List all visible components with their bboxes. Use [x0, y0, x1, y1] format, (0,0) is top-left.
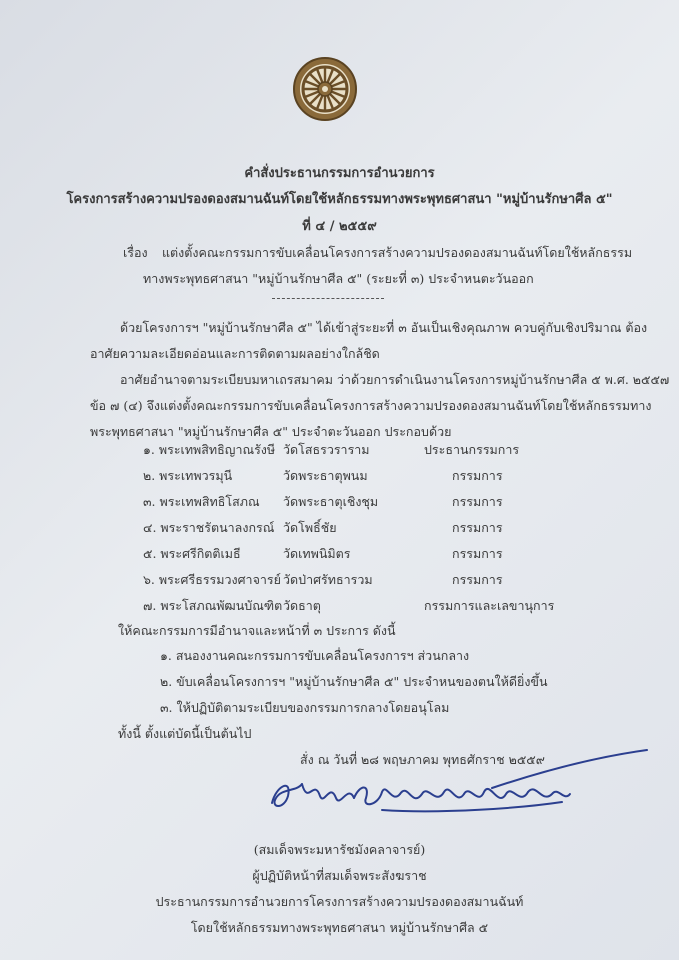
member-temple: วัดโสธรวราราม	[283, 442, 370, 457]
signatory-title-2: ประธานกรรมการอำนวยการโครงการสร้างความปรองดองสมานฉันท์	[155, 894, 524, 909]
member-temple: วัดพระธาตุเชิงชุม	[283, 494, 379, 509]
subject-line-1: แต่งตั้งคณะกรรมการขับเคลื่อนโครงการสร้างความปรองดองสมานฉันท์โดยใช้หลักธรรม	[162, 245, 633, 260]
handwritten-signature	[262, 748, 652, 820]
paragraph-2-line-2: ข้อ ๗ (๔) จึงแต่งตั้งคณะกรรมการขับเคลื่อนโครงการสร้างความปรองดองสมานฉันท์โดยใช้หลักธรรมทาง	[90, 398, 652, 413]
member-name: ๖. พระศรีธรรมวงศาจารย์	[143, 572, 281, 587]
duty-item: ๒. ขับเคลื่อนโครงการฯ "หมู่บ้านรักษาศีล ๕" ประจำหนของตนให้ดียิ่งขึ้น	[160, 674, 548, 689]
document-heading: คำสั่งประธานกรรมการอำนวยการ	[244, 166, 435, 181]
paragraph-2-line-1: อาศัยอำนาจตามระเบียบมหาเถรสมาคม ว่าด้วยการดำเนินงานโครงการหมู่บ้านรักษาศีล ๕ พ.ศ. ๒๕๕๗	[120, 372, 670, 387]
member-temple: วัดธาตุ	[283, 598, 321, 613]
member-name: ๑. พระเทพสิทธิญาณรังษี	[143, 442, 276, 457]
effective-clause: ทั้งนี้ ตั้งแต่บัดนี้เป็นต้นไป	[118, 726, 252, 741]
duty-item: ๓. ให้ปฏิบัติตามระเบียบของกรรมการกลางโดยอนุโลม	[160, 700, 450, 715]
signatory-title-3: โดยใช้หลักธรรมทางพระพุทธศาสนา หมู่บ้านรักษาศีล ๕	[190, 920, 489, 935]
divider	[272, 298, 384, 299]
paragraph-1-line-2: อาศัยความละเอียดอ่อนและการติดตามผลอย่างใกล้ชิด	[90, 346, 380, 361]
member-role: กรรมการ	[452, 572, 503, 587]
paragraph-1-line-1: ด้วยโครงการฯ "หมู่บ้านรักษาศีล ๕" ได้เข้าสู่ระยะที่ ๓ อันเป็นเชิงคุณภาพ ควบคู่กับเชิงปริมาณ ต้อง	[120, 320, 648, 335]
subject-label: เรื่อง	[123, 245, 148, 260]
member-role: กรรมการ	[452, 494, 503, 509]
project-title: โครงการสร้างความปรองดองสมานฉันท์โดยใช้หลักธรรมทางพระพุทธศาสนา "หมู่บ้านรักษาศีล ๕"	[66, 192, 613, 207]
member-temple: วัดโพธิ์ชัย	[283, 520, 337, 535]
member-name: ๗. พระโสภณพัฒนบัณฑิต	[143, 598, 283, 613]
member-name: ๔. พระราชรัตนาลงกรณ์	[143, 520, 275, 535]
member-name: ๕. พระศรีกิตติเมธี	[143, 546, 241, 561]
order-date: สั่ง ณ วันที่ ๒๘ พฤษภาคม พุทธศักราช ๒๕๕๙	[300, 752, 545, 767]
signatory-title-1: ผู้ปฏิบัติหน้าที่สมเด็จพระสังฆราช	[252, 868, 427, 883]
member-role: กรรมการ	[452, 520, 503, 535]
member-role: ประธานกรรมการ	[424, 442, 520, 457]
dharma-wheel-emblem-icon	[292, 56, 358, 122]
duty-item: ๑. สนองงานคณะกรรมการขับเคลื่อนโครงการฯ ส่วนกลาง	[160, 648, 470, 663]
member-role: กรรมการ	[452, 468, 503, 483]
subject-line-2: ทางพระพุทธศาสนา "หมู่บ้านรักษาศีล ๕" (ระยะที่ ๓) ประจำหนตะวันออก	[143, 271, 534, 286]
member-temple: วัดเทพนิมิตร	[283, 546, 351, 561]
member-temple: วัดพระธาตุพนม	[283, 468, 368, 483]
paragraph-2-line-3: พระพุทธศาสนา "หมู่บ้านรักษาศีล ๕" ประจำตะวันออก ประกอบด้วย	[90, 424, 452, 439]
signatory-name: (สมเด็จพระมหารัชมังคลาจารย์)	[253, 842, 426, 857]
member-role: กรรมการ	[452, 546, 503, 561]
member-name: ๓. พระเทพสิทธิโสภณ	[143, 494, 260, 509]
order-number: ที่ ๔ / ๒๕๕๙	[302, 219, 377, 234]
member-name: ๒. พระเทพวรมุนี	[143, 468, 233, 483]
member-role: กรรมการและเลขานุการ	[424, 598, 555, 613]
duties-intro: ให้คณะกรรมการมีอำนาจและหน้าที่ ๓ ประการ ดังนี้	[118, 623, 396, 638]
member-temple: วัดป่าศรัทธารวม	[283, 572, 373, 587]
